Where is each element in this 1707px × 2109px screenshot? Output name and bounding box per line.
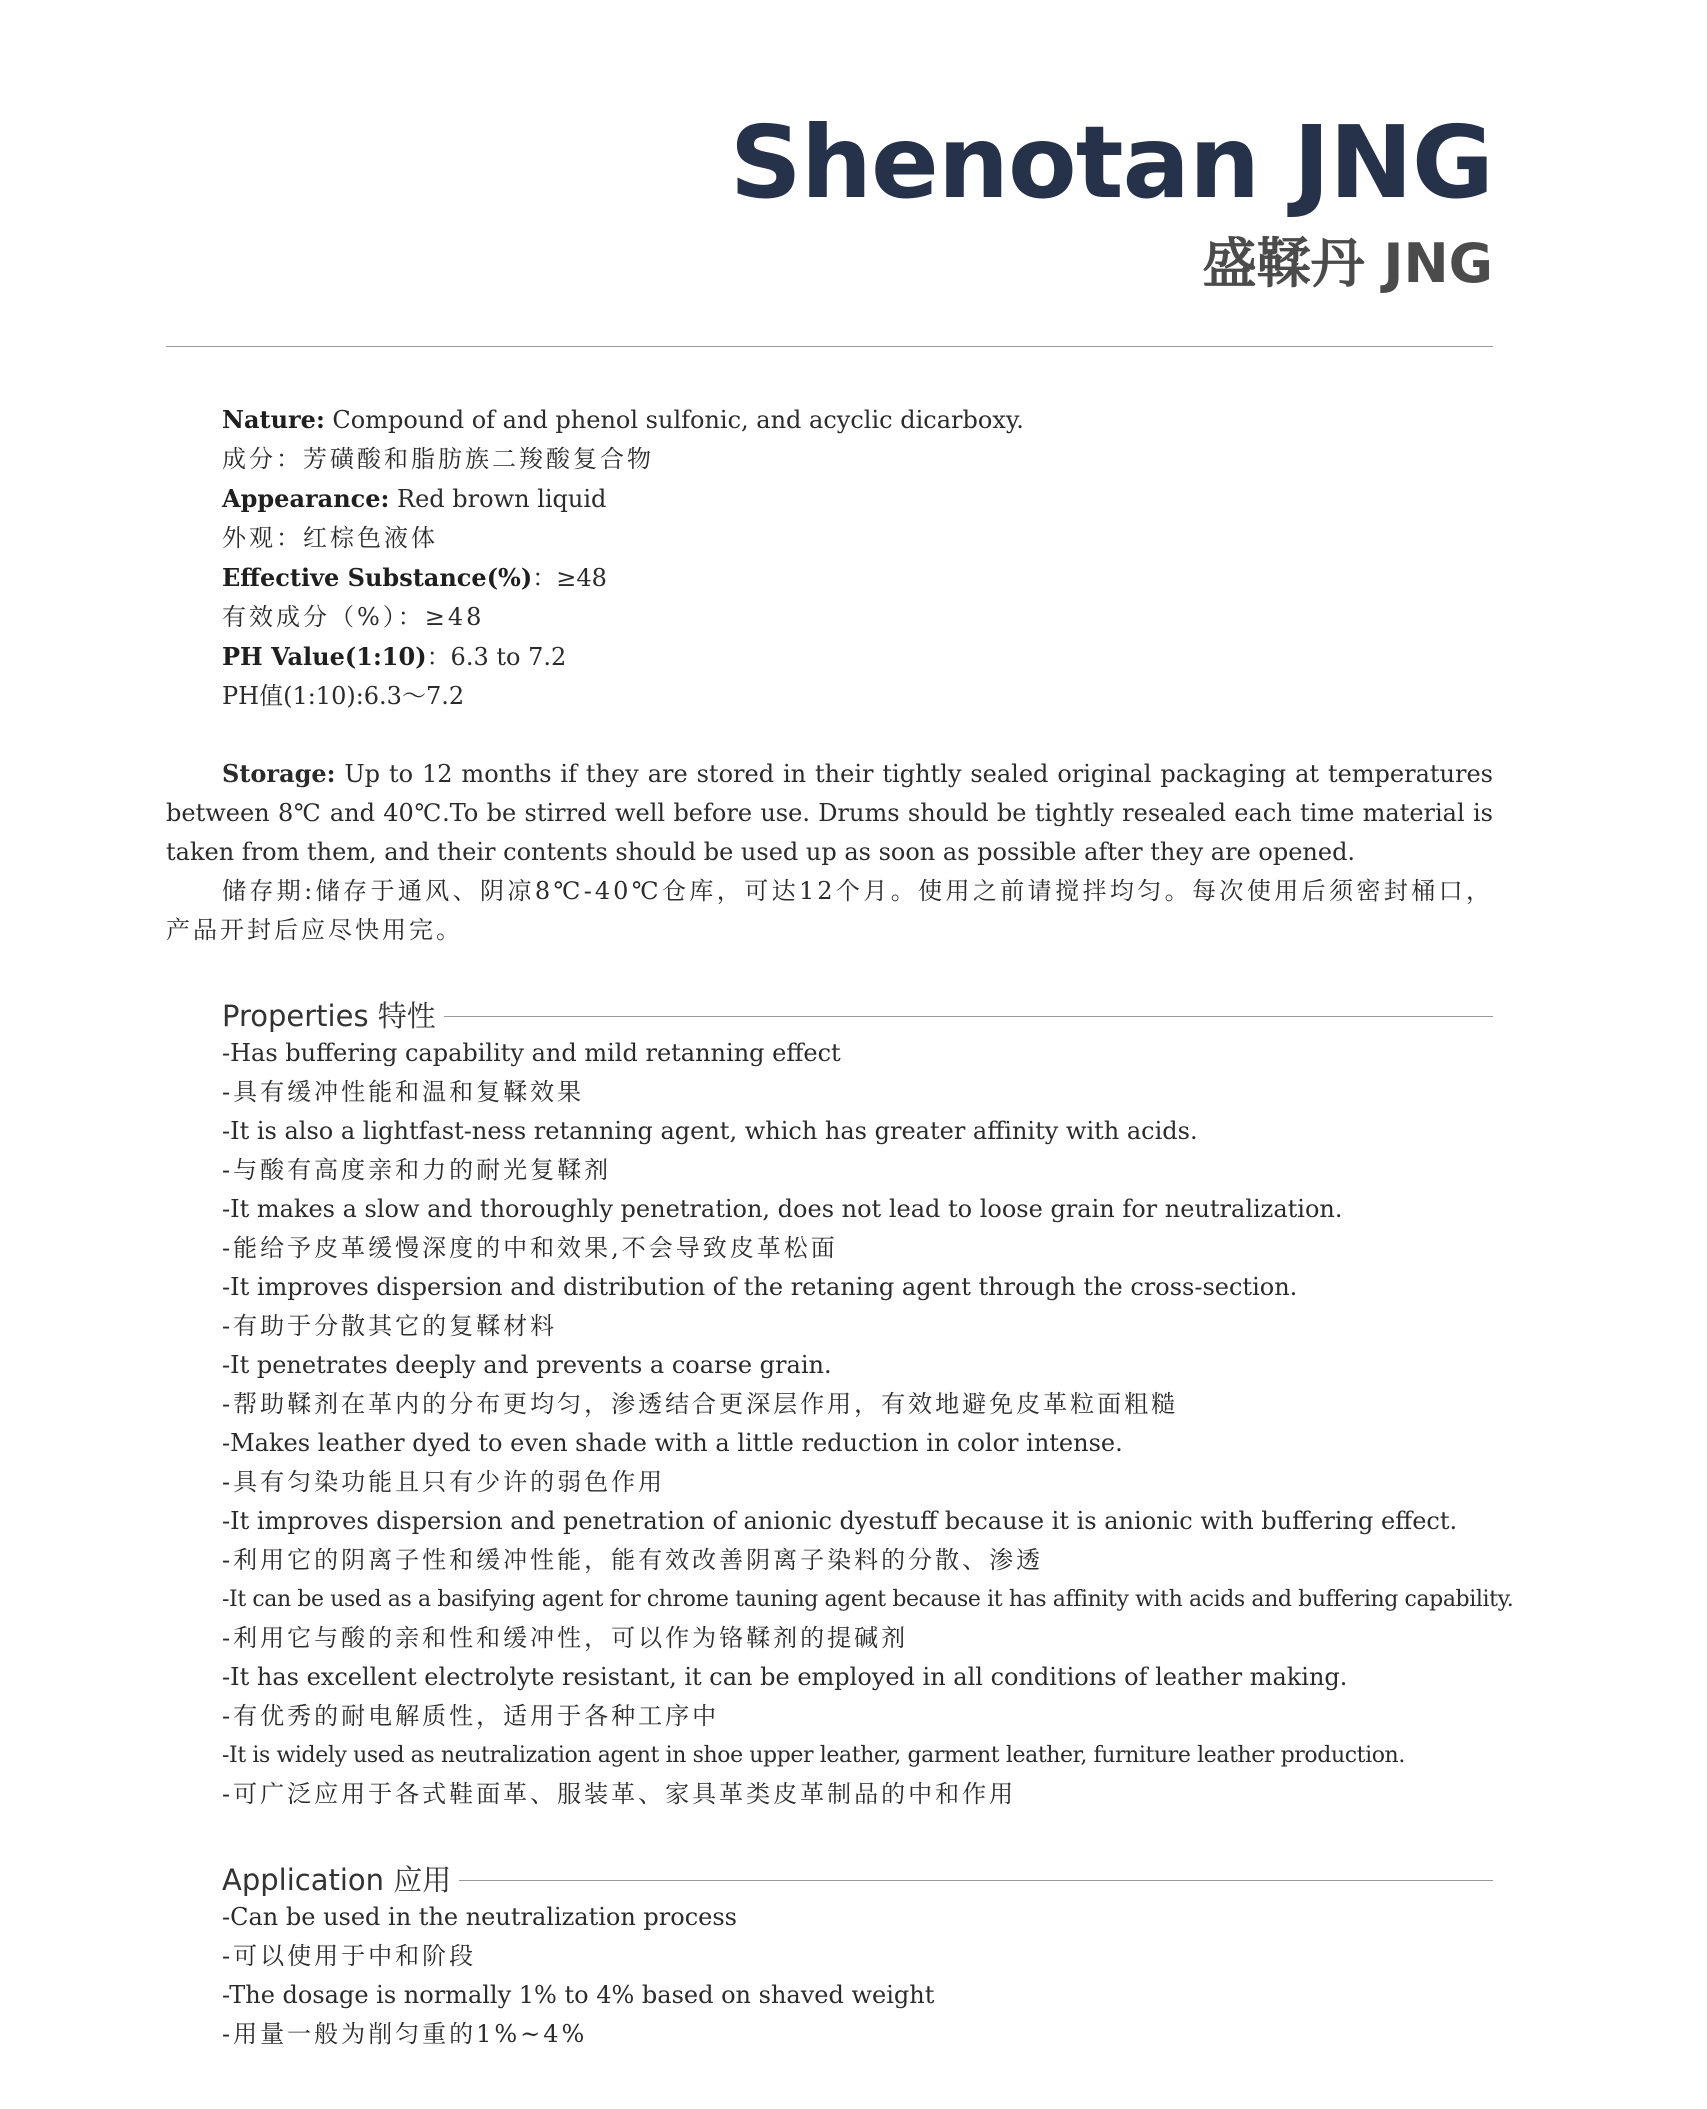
list-item: -利用它与酸的亲和性和缓冲性，可以作为铬鞣剂的提碱剂 xyxy=(222,1624,909,1652)
ph-value: ：6.3 to 7.2 xyxy=(426,643,567,671)
nature-label: Nature: xyxy=(222,405,325,434)
list-item: -The dosage is normally 1% to 4% based on shaved weight xyxy=(222,1981,935,2009)
list-item: -Has buffering capability and mild retanning effect xyxy=(222,1039,841,1067)
list-item: -Makes leather dyed to even shade with a little reduction in color intense. xyxy=(222,1429,1123,1457)
product-title: Shenotan JNG xyxy=(729,104,1493,221)
list-item: -可广泛应用于各式鞋面革、服装革、家具革类皮革制品的中和作用 xyxy=(222,1780,1017,1808)
list-item: -利用它的阴离子性和缓冲性能，能有效改善阴离子染料的分散、渗透 xyxy=(222,1546,1044,1574)
list-item: -能给予皮革缓慢深度的中和效果,不会导致皮革松面 xyxy=(222,1234,838,1262)
storage-paragraph xyxy=(166,754,1493,872)
application-list xyxy=(166,1898,1493,2054)
storage-label: Storage: xyxy=(222,759,336,788)
spec-effective xyxy=(166,558,1493,598)
spec-effective-cn: 有效成分（%）：≥48 xyxy=(222,603,485,631)
spec-nature-cn: 成分：芳磺酸和脂肪族二羧酸复合物 xyxy=(222,445,654,473)
list-item: -It improves dispersion and distribution of the retaning agent through the cross-section. xyxy=(222,1273,1298,1301)
ph-label: PH Value(1:10) xyxy=(222,642,427,671)
list-item: -有优秀的耐电解质性，适用于各种工序中 xyxy=(222,1702,720,1730)
appearance-value: Red brown liquid xyxy=(389,485,607,513)
list-item: -It penetrates deeply and prevents a coarse grain. xyxy=(222,1351,832,1379)
document-body xyxy=(166,400,1514,2054)
list-item: -可以使用于中和阶段 xyxy=(222,1942,477,1970)
spec-appearance-cn: 外观：红棕色液体 xyxy=(222,524,438,552)
appearance-label: Appearance: xyxy=(222,484,390,513)
spec-appearance xyxy=(166,479,1493,519)
spec-ph xyxy=(166,637,1493,677)
properties-heading xyxy=(166,994,1493,1034)
properties-list xyxy=(166,1034,1514,1814)
storage-text: Up to 12 months if they are stored in their tightly sealed original packaging at temperatures between 8℃ and 40℃.To be stirred well before use. Drums should be tightly resealed each time material is taken from them, and their contents should be used up as soon as possible after they are opened. xyxy=(166,760,1493,866)
list-item: -It has excellent electrolyte resistant, it can be employed in all conditions of leather making. xyxy=(222,1663,1348,1691)
list-item: -帮助鞣剂在革内的分布更均匀，渗透结合更深层作用，有效地避免皮革粒面粗糙 xyxy=(222,1390,1179,1418)
application-heading-label: Application 应用 xyxy=(222,1862,452,1897)
product-title-cn: 盛鞣丹 JNG xyxy=(1202,232,1493,295)
spec-nature xyxy=(166,400,1493,440)
spec-ph-cn: PH值(1:10):6.3～7.2 xyxy=(222,682,465,710)
list-item: -It is widely used as neutralization agent in shoe upper leather, garment leather, furniture leather production. xyxy=(222,1743,1405,1768)
header-divider xyxy=(166,346,1493,347)
effective-value: ：≥48 xyxy=(532,564,607,592)
list-item: -It can be used as a basifying agent for chrome tauning agent because it has affinity with acids and buffering capability. xyxy=(222,1587,1514,1612)
effective-label: Effective Substance(%) xyxy=(222,563,533,592)
list-item: -具有匀染功能且只有少许的弱色作用 xyxy=(222,1468,666,1496)
list-item: -有助于分散其它的复鞣材料 xyxy=(222,1312,558,1340)
list-item: -It makes a slow and thoroughly penetration, does not lead to loose grain for neutralization. xyxy=(222,1195,1343,1223)
storage-paragraph-cn: 储存期:储存于通风、阴凉8℃-40℃仓库，可达12个月。使用之前请搅拌均匀。每次使用后须密封桶口，产品开封后应尽快用完。 xyxy=(166,877,1493,944)
application-heading-rule xyxy=(459,1880,1493,1881)
application-heading xyxy=(166,1858,1493,1898)
properties-heading-rule xyxy=(444,1016,1493,1017)
properties-heading-label: Properties 特性 xyxy=(222,998,436,1033)
list-item: -It is also a lightfast-ness retanning agent, which has greater affinity with acids. xyxy=(222,1117,1198,1145)
page-header xyxy=(730,104,1493,294)
list-item: -具有缓冲性能和温和复鞣效果 xyxy=(222,1078,585,1106)
list-item: -Can be used in the neutralization process xyxy=(222,1903,737,1931)
list-item: -与酸有高度亲和力的耐光复鞣剂 xyxy=(222,1156,612,1184)
list-item: -用量一般为削匀重的1%~4% xyxy=(222,2020,588,2048)
nature-value: Compound of and phenol sulfonic, and acyclic dicarboxy. xyxy=(324,406,1024,434)
list-item: -It improves dispersion and penetration of anionic dyestuff because it is anionic with buffering effect. xyxy=(222,1507,1458,1535)
